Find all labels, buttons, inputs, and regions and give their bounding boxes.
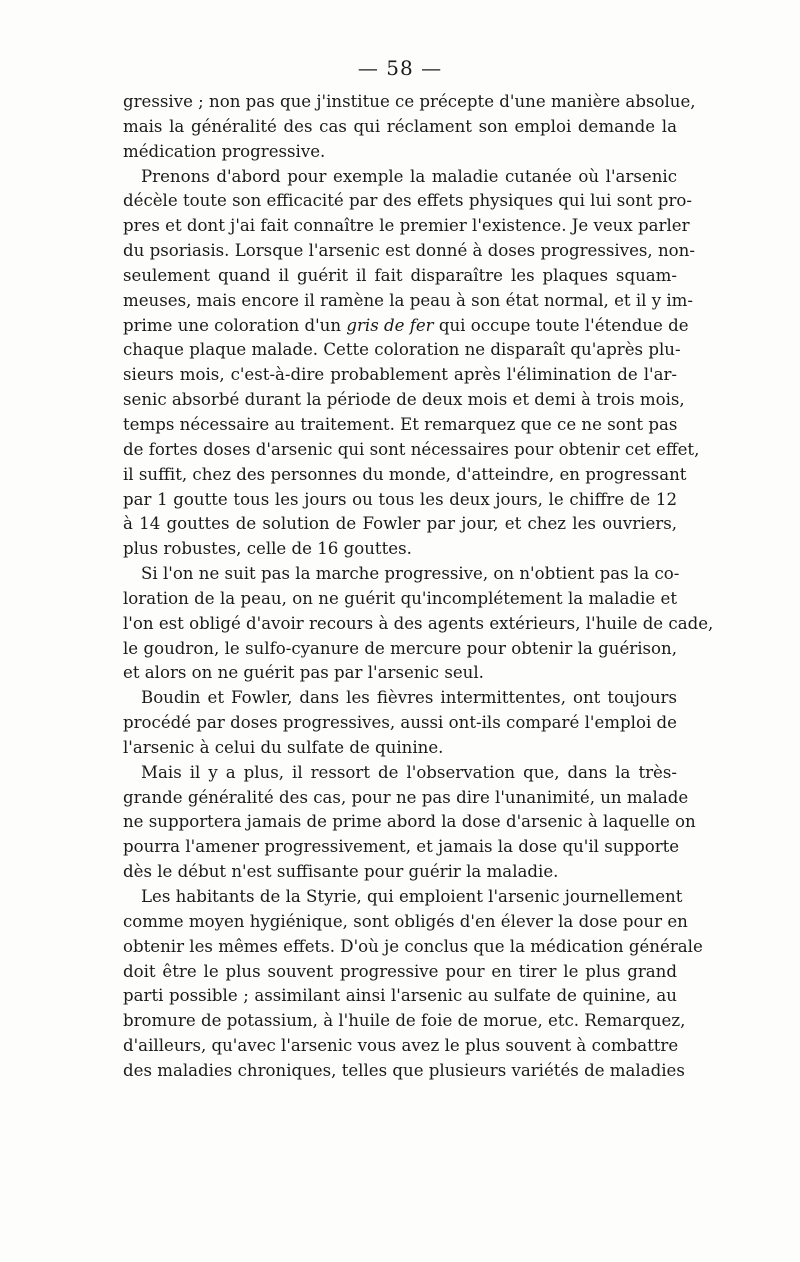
text-line — [123, 637, 677, 662]
text-segment: de fortes doses d'arsenic qui sont nécessaires pour obtenir cet effet, — [123, 439, 700, 459]
text-segment: dès le début n'est suffisante pour guérir la maladie. — [123, 862, 559, 882]
text-line — [123, 761, 677, 786]
text-segment: pourra l'amener progressivement, et jamais la dose qu'il supporte — [123, 837, 680, 857]
text-segment: plus robustes, celle de 16 gouttes. — [123, 539, 412, 559]
text-segment: décèle toute son efficacité par des effets physiques qui lui sont pro- — [123, 191, 693, 211]
text-line — [123, 140, 677, 165]
text-line — [123, 239, 695, 264]
text-line — [123, 686, 677, 711]
text-line — [123, 661, 677, 686]
text-segment: à 14 gouttes de solution de Fowler par jour, et chez les ouvriers, — [123, 514, 677, 534]
text-segment: obtenir les mêmes effets. D'où je conclus que la médication générale — [123, 936, 703, 956]
text-segment: par 1 goutte tous les jours ou tous les deux jours, le chiffre de 12 — [123, 489, 677, 509]
text-line — [123, 388, 685, 413]
text-line — [123, 935, 703, 960]
text-segment: gressive ; non pas que j'institue ce précepte d'une manière absolue, — [123, 92, 696, 111]
text-segment: comme moyen hygiénique, sont obligés d'en élever la dose pour en — [123, 911, 688, 931]
text-line — [123, 1034, 677, 1059]
text-segment: le goudron, le sulfo-cyanure de mercure pour obtenir la guérison, — [123, 638, 677, 658]
text-segment: chaque plaque malade. Cette coloration ne disparaît qu'après plu- — [123, 340, 681, 360]
text-segment: ne supportera jamais de prime abord la dose d'arsenic à laquelle on — [123, 812, 696, 832]
text-segment: qui occupe toute l'étendue de — [433, 315, 689, 335]
text-line — [123, 860, 677, 885]
text-segment: du psoriasis. Lorsque l'arsenic est donné à doses progressives, non- — [123, 241, 695, 261]
text-line — [123, 910, 688, 935]
text-segment: prime une coloration d'un — [123, 315, 347, 335]
text-segment: doit être le plus souvent progressive pour en tirer le plus grand — [123, 961, 677, 981]
text-line — [123, 264, 677, 289]
text-line — [123, 984, 677, 1009]
text-segment: des maladies chroniques, telles que plusieurs variétés de maladies — [123, 1060, 685, 1080]
text-segment: seulement quand il guérit il fait disparaître les plaques squam- — [123, 265, 677, 285]
text-line — [123, 537, 677, 562]
text-segment: procédé par doses progressives, aussi ont-ils comparé l'emploi de — [123, 713, 677, 733]
text-line — [123, 786, 689, 811]
text-line — [123, 463, 687, 488]
text-line — [123, 587, 677, 612]
text-line — [123, 115, 677, 140]
text-segment: temps nécessaire au traitement. Et remarquez que ce ne sont pas — [123, 414, 678, 434]
text-line — [123, 885, 683, 910]
text-line — [123, 363, 677, 388]
text-line — [123, 165, 677, 190]
text-line — [123, 90, 696, 115]
text-segment: mais la généralité des cas qui réclament son emploi demande la — [123, 116, 677, 136]
text-segment: et alors on ne guérit pas par l'arsenic seul. — [123, 663, 484, 683]
text-segment: sieurs mois, c'est-à-dire probablement après l'élimination de l'ar- — [123, 365, 677, 385]
text-line — [123, 612, 714, 637]
text-line — [123, 736, 677, 761]
text-segment: Les habitants de la Styrie, qui emploient l'arsenic journellement — [141, 887, 683, 906]
text-line — [123, 214, 690, 239]
text-segment: médication progressive. — [123, 141, 326, 161]
text-line — [123, 338, 681, 363]
text-line — [123, 189, 693, 214]
text-segment: parti possible ; assimilant ainsi l'arsenic au sulfate de quinine, au — [123, 986, 677, 1006]
text-segment: Si l'on ne suit pas la marche progressive, on n'obtient pas la co- — [141, 564, 680, 584]
text-segment: senic absorbé durant la période de deux mois et demi à trois mois, — [123, 390, 685, 410]
italic-phrase: gris de fer — [346, 315, 434, 335]
text-segment: bromure de potassium, à l'huile de foie de morue, etc. Remarquez, — [123, 1011, 686, 1031]
text-segment: il suffit, chez des personnes du monde, d'atteindre, en progressant — [123, 464, 687, 484]
text-line — [123, 1059, 685, 1084]
body-text — [123, 90, 714, 1084]
text-segment: meuses, mais encore il ramène la peau à son état normal, et il y im- — [123, 290, 694, 310]
text-segment: grande généralité des cas, pour ne pas dire l'unanimité, un malade — [123, 787, 689, 807]
text-segment: Prenons d'abord pour exemple la maladie cutanée où l'arsenic — [141, 166, 677, 186]
text-segment: loration de la peau, on ne guérit qu'incomplétement la maladie et — [123, 588, 677, 608]
text-segment: pres et dont j'ai fait connaître le premier l'existence. Je veux parler — [123, 216, 690, 236]
text-line — [123, 314, 689, 339]
text-line — [123, 488, 677, 513]
text-segment: Mais il y a plus, il ressort de l'observation que, dans la très- — [141, 762, 677, 782]
text-segment: d'ailleurs, qu'avec l'arsenic vous avez le plus souvent à combattre — [123, 1036, 679, 1056]
text-line — [123, 413, 677, 438]
text-line — [123, 960, 677, 985]
text-line — [123, 835, 680, 860]
text-line — [123, 711, 677, 736]
page-number: — 58 — — [357, 56, 443, 80]
text-line — [123, 438, 700, 463]
text-segment: Boudin et Fowler, dans les fièvres intermittentes, ont toujours — [141, 688, 677, 708]
text-line — [123, 512, 677, 537]
text-line — [123, 810, 696, 835]
text-line — [123, 1009, 686, 1034]
text-line — [123, 289, 694, 314]
text-line — [123, 562, 680, 587]
text-segment: l'arsenic à celui du sulfate de quinine. — [123, 737, 444, 757]
text-segment: l'on est obligé d'avoir recours à des agents extérieurs, l'huile de cade, — [123, 613, 714, 633]
